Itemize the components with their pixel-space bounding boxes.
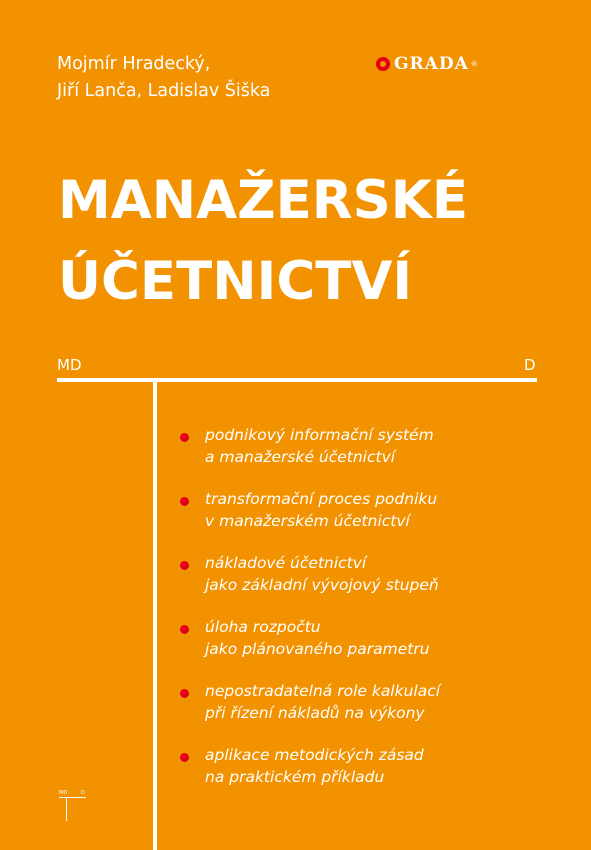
t-account-horizontal-line: [57, 378, 537, 382]
mini-right-label: D: [81, 790, 85, 796]
list-item: [180, 425, 440, 489]
publisher-logo: [376, 54, 478, 74]
list-item-line: na praktickém příkladu: [205, 767, 385, 786]
publisher-name: GRADA: [394, 54, 469, 74]
bullet-dot-icon: [180, 625, 189, 634]
mini-left-label: MD: [59, 790, 68, 796]
mini-t-account-icon: [59, 791, 87, 821]
bullet-dot-icon: [180, 689, 189, 698]
title-line-2: ÚČETNICTVÍ: [58, 251, 413, 312]
list-item-line: jako základní vývojový stupeň: [205, 575, 439, 594]
author-line-1: Mojmír Hradecký,: [57, 54, 211, 74]
author-line-2: Jiří Lanča, Ladislav Šiška: [57, 81, 271, 101]
book-title: [58, 160, 468, 322]
title-line-1: MANAŽERSKÉ: [58, 170, 469, 231]
list-item-line: aplikace metodických zásad: [205, 746, 424, 764]
bullet-dot-icon: [180, 561, 189, 570]
list-item-line: jako plánovaného parametru: [205, 639, 430, 658]
list-item-line: transformační proces podniku: [205, 490, 438, 508]
registered-mark: ®: [470, 60, 478, 68]
bullet-dot-icon: [180, 497, 189, 506]
list-item-line: úloha rozpočtu: [205, 618, 321, 636]
t-account-vertical-line: [153, 380, 157, 850]
list-item-line: nákladové účetnictví: [205, 554, 367, 572]
list-item-line: při řízení nákladů na výkony: [205, 703, 425, 722]
authors: [57, 51, 270, 105]
topic-list: [180, 425, 440, 809]
list-item: [180, 489, 440, 553]
mini-t-shape: [59, 791, 87, 821]
list-item: [180, 681, 440, 745]
list-item-line: podnikový informační systém: [205, 426, 434, 444]
list-item: [180, 745, 440, 809]
bullet-dot-icon: [180, 433, 189, 442]
account-left-label: MD: [57, 356, 82, 374]
account-right-label: D: [524, 356, 536, 374]
list-item: [180, 553, 440, 617]
grada-logo-icon: [376, 57, 390, 71]
list-item-line: nepostradatelná role kalkulací: [205, 682, 441, 700]
bullet-dot-icon: [180, 753, 189, 762]
list-item-line: a manažerské účetnictví: [205, 447, 396, 466]
list-item: [180, 617, 440, 681]
list-item-line: v manažerském účetnictví: [205, 511, 410, 530]
